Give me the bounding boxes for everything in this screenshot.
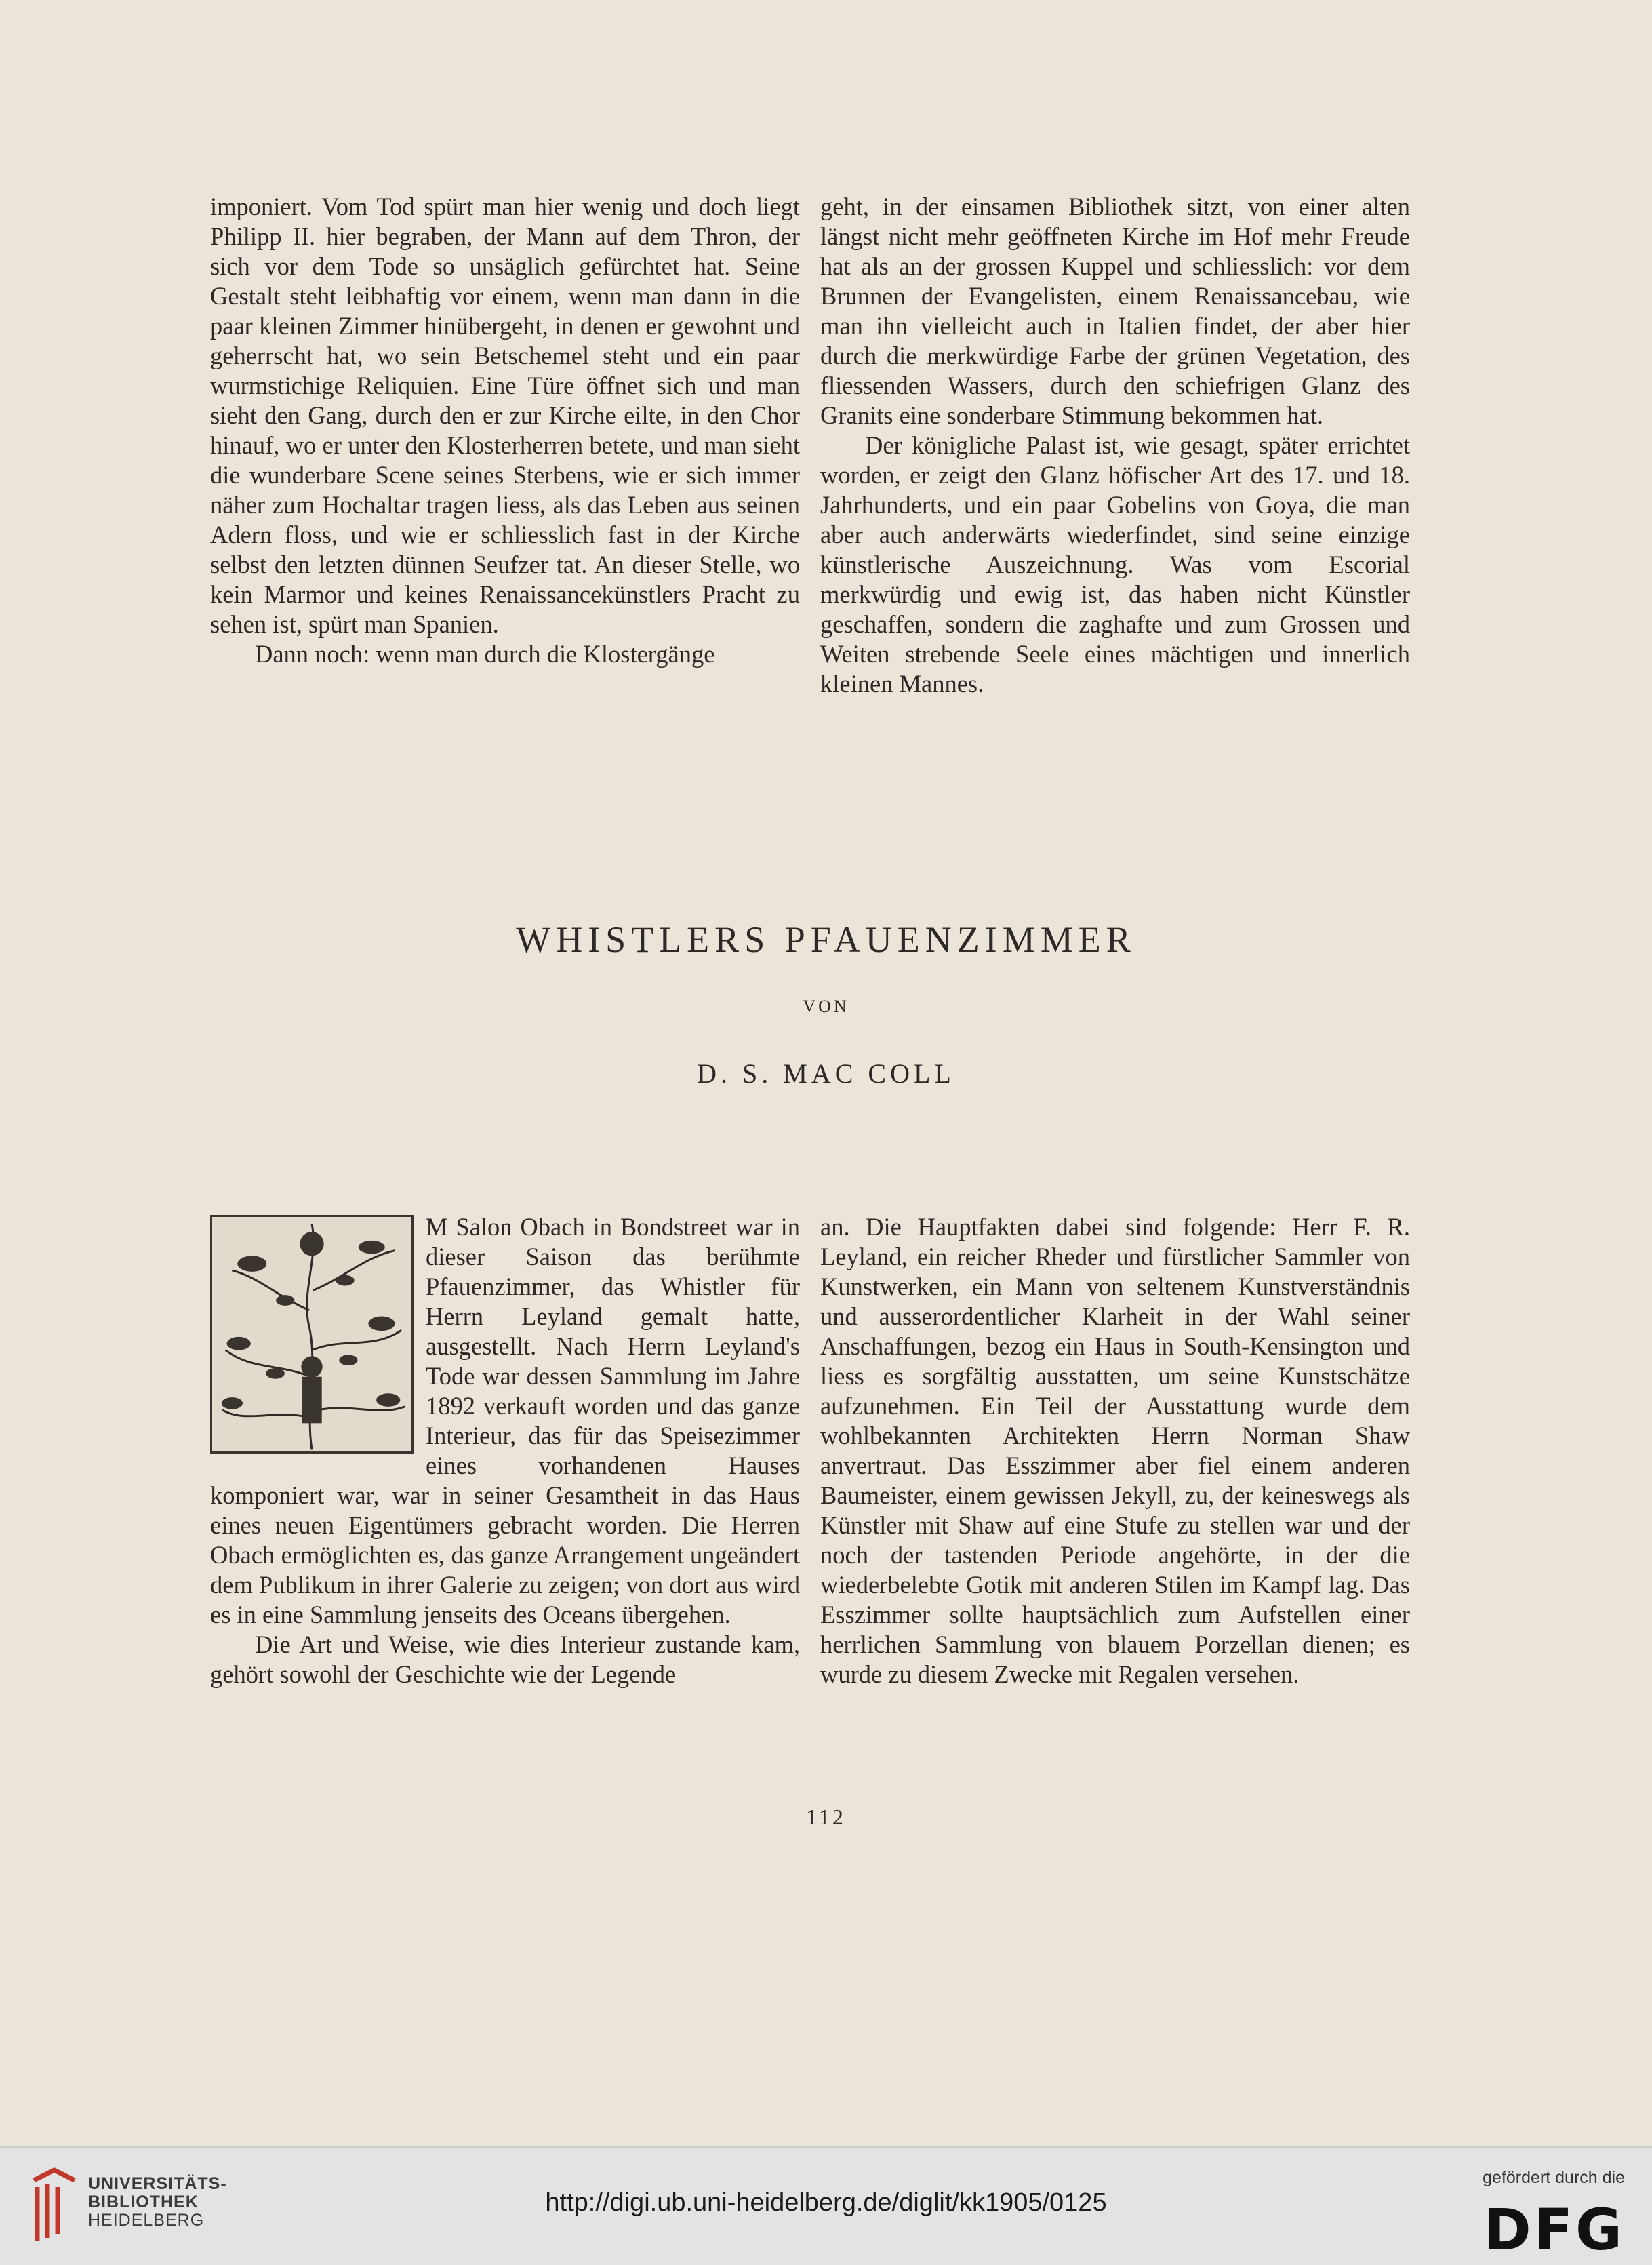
library-name-line: HEIDELBERG <box>88 2211 205 2230</box>
permalink-url[interactable]: http://digi.ub.uni-heidelberg.de/diglit/kk1905/0125 <box>545 2188 1107 2217</box>
article-von: VON <box>803 997 849 1016</box>
page-number: 112 <box>806 1805 846 1829</box>
paragraph: Dann noch: wenn man durch die Klostergänge <box>255 640 715 668</box>
top-left-column <box>210 192 800 669</box>
paragraph: geht, in der einsamen Bibliothek sitzt, von einer alten längst nicht mehr geöffneten Kirche im Hof mehr Freude hat als an der grossen Kuppel und schliesslich: vor dem Brunnen der Evangelisten, einem Renaissancebau, wie man ihn vielleicht auch in Italien findet, der aber hier durch die merkwürdige Farbe der grünen Vegetation, des fliessenden Wassers, durch den schiefrigen Glanz des Granits eine sonderbare Stimmung bekommen hat. <box>820 193 1410 429</box>
viewer-footer <box>0 2146 1652 2265</box>
article-title: WHISTLERS PFAUENZIMMER <box>516 919 1136 960</box>
article-left-column <box>210 1212 800 1689</box>
woodcut-illustration <box>212 1217 411 1451</box>
paragraph: Die Art und Weise, wie dies Interieur zustande kam, gehört sowohl der Geschichte wie der Legende <box>210 1630 800 1688</box>
paragraph: Der königliche Palast ist, wie gesagt, später errichtet worden, er zeigt den Glanz höfischer Art des 17. und 18. Jahrhunderts, und ein paar Gobelins von Goya, die man aber auch anderwärts wiederfindet, sind seine einzige künstlerische Auszeichnung. Was vom Escorial merkwürdig und ewig ist, das haben nicht Künstler geschaffen, sondern die zaghafte und zum Grossen und Weiten strebende Seele eines mächtigen und innerlich kleinen Mannes. <box>820 431 1410 698</box>
funded-by-label: gefördert durch die <box>1483 2168 1625 2187</box>
article-author: D. S. MAC COLL <box>697 1058 955 1089</box>
paragraph: imponiert. Vom Tod spürt man hier wenig und doch liegt Philipp II. hier begraben, der Mann auf dem Thron, der sich vor dem Tode so unsäglich gefürchtet hat. Seine Gestalt steht leibhaftig vor einem, wenn man dann in die paar kleinen Zimmer hinübergeht, in denen er gewohnt und geherrscht hat, wo sein Betschemel steht und ein paar wurmstichige Reliquien. Eine Türe öffnet sich und man sieht den Gang, durch den er zur Kirche eilte, in den Chor hinauf, wo er unter den Klosterherren betete, und man sieht die wunderbare Scene seines Sterbens, wie er sich immer näher zum Hochaltar tragen liess, als das Leben aus seinen Adern floss, und wie er schliesslich fast in der Kirche selbst den letzten dünnen Seufzer tat. An dieser Stelle, wo kein Marmor und keines Renaissancekünstlers Pracht zu sehen ist, spürt man Spanien. <box>210 193 800 638</box>
paragraph: an. Die Hauptfakten dabei sind folgende: Herr F. R. Leyland, ein reicher Rheder und fürstlicher Sammler von Kunstwerken, ein Mann von seltenem Kunstverständnis und ausserordentlicher Klarheit in der Wahl seiner Anschaffungen, bezog ein Haus in South-Kensington und liess es sorgfältig ausstatten, um seine Kunstschätze aufzunehmen. Ein Teil der Ausstattung wurde dem wohlbekannten Architekten Herrn Norman Shaw anvertraut. Das Esszimmer aber fiel einem anderen Baumeister, einem gewissen Jekyll, zu, der keineswegs als Künstler mit Shaw auf eine Stufe zu stellen war und der noch der tastenden Periode angehörte, in der die wiederbelebte Gotik mit anderen Stilen im Kampf lag. Das Esszimmer sollte hauptsächlich zum Aufstellen einer herrlichen Sammlung von blauem Porzellan dienen; es wurde zu diesem Zwecke mit Regalen versehen. <box>820 1213 1410 1688</box>
woodcut-initial-image <box>210 1215 414 1454</box>
paragraph: M Salon Obach in Bondstreet war in dieser Saison das berühmte Pfauenzimmer, das Whistler für Herrn Leyland gemalt hatte, ausgestellt. Nach Herrn Leyland's Tode war dessen Sammlung im Jahre 1892 verkauft worden und das ganze Interieur, das für das Speisezimmer eines vorhandenen Hauses komponiert war, war in seiner Gesamtheit in das Haus eines neuen Eigentümers gebracht worden. Die Herren Obach ermöglichten es, das ganze Arrangement ungeändert dem Publikum in ihrer Galerie zu zeigen; von dort aus wird es in eine Sammlung jenseits des Oceans übergehen. <box>210 1213 800 1628</box>
dfg-logo: DFG <box>1483 2197 1625 2263</box>
library-name-line: BIBLIOTHEK <box>88 2192 199 2211</box>
library-name-line: UNIVERSITÄTS- <box>88 2174 227 2193</box>
top-right-column <box>820 192 1410 699</box>
article-right-column <box>820 1212 1410 1689</box>
